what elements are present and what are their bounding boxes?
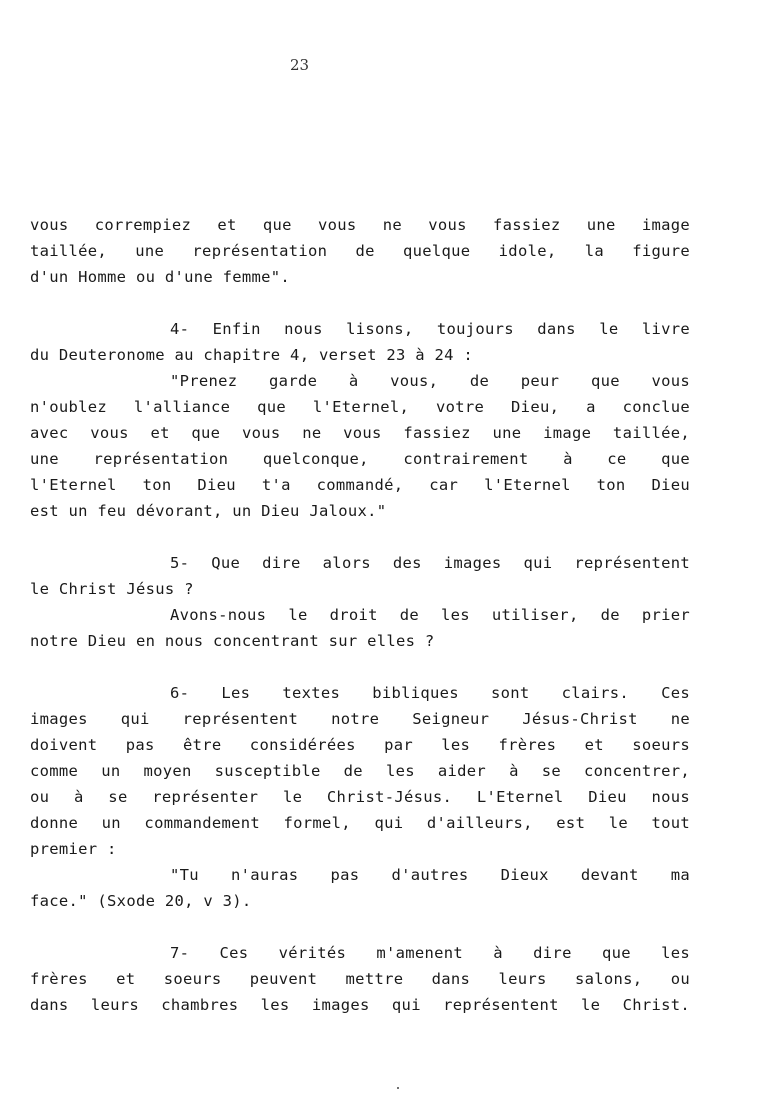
text-line: n'oublez l'alliance que l'Eternel, votre Dieu, a conclue	[30, 398, 690, 416]
text-line: dans leurs chambres les images qui représentent le Christ.	[30, 996, 690, 1014]
paragraph-7-start: 7- Ces vérités m'amenent à dire que les	[170, 944, 690, 962]
text-line: premier :	[30, 840, 117, 858]
text-line: avec vous et que vous ne vous fassiez une image taillée,	[30, 424, 690, 442]
text-line: taillée, une représentation de quelque idole, la figure	[30, 242, 690, 260]
text-line: d'un Homme ou d'une femme".	[30, 268, 291, 286]
text-line: une représentation quelconque, contrairement à ce que	[30, 450, 690, 468]
text-line: est un feu dévorant, un Dieu Jaloux."	[30, 502, 387, 520]
text-line: vous corrempiez et que vous ne vous fassiez une image	[30, 216, 690, 234]
text-line: donne un commandement formel, qui d'ailleurs, est le tout	[30, 814, 690, 832]
paragraph-4-start: 4- Enfin nous lisons, toujours dans le livre	[170, 320, 690, 338]
document-body	[30, 212, 690, 1018]
text-line: face." (Sxode 20, v 3).	[30, 892, 252, 910]
text-line: notre Dieu en nous concentrant sur elles ?	[30, 632, 435, 650]
paragraph-6-start: 6- Les textes bibliques sont clairs. Ces	[170, 684, 690, 702]
quote-start: "Tu n'auras pas d'autres Dieux devant ma	[170, 866, 690, 884]
text-line: le Christ Jésus ?	[30, 580, 194, 598]
text-line: ou à se représenter le Christ-Jésus. L'Eternel Dieu nous	[30, 788, 690, 806]
paragraph-5-start: 5- Que dire alors des images qui représentent	[170, 554, 690, 572]
text-line: doivent pas être considérées par les frères et soeurs	[30, 736, 690, 754]
text-line: images qui représentent notre Seigneur Jésus-Christ ne	[30, 710, 690, 728]
quote-start: "Prenez garde à vous, de peur que vous	[170, 372, 690, 390]
text-line: Avons-nous le droit de les utiliser, de prier	[170, 606, 690, 624]
text-line: du Deuteronome au chapitre 4, verset 23 à 24 :	[30, 346, 474, 364]
text-line: l'Eternel ton Dieu t'a commandé, car l'Eternel ton Dieu	[30, 476, 690, 494]
scan-speck	[397, 1087, 399, 1089]
page-number: 23	[290, 56, 310, 74]
text-line: frères et soeurs peuvent mettre dans leurs salons, ou	[30, 970, 690, 988]
text-line: comme un moyen susceptible de les aider à se concentrer,	[30, 762, 690, 780]
